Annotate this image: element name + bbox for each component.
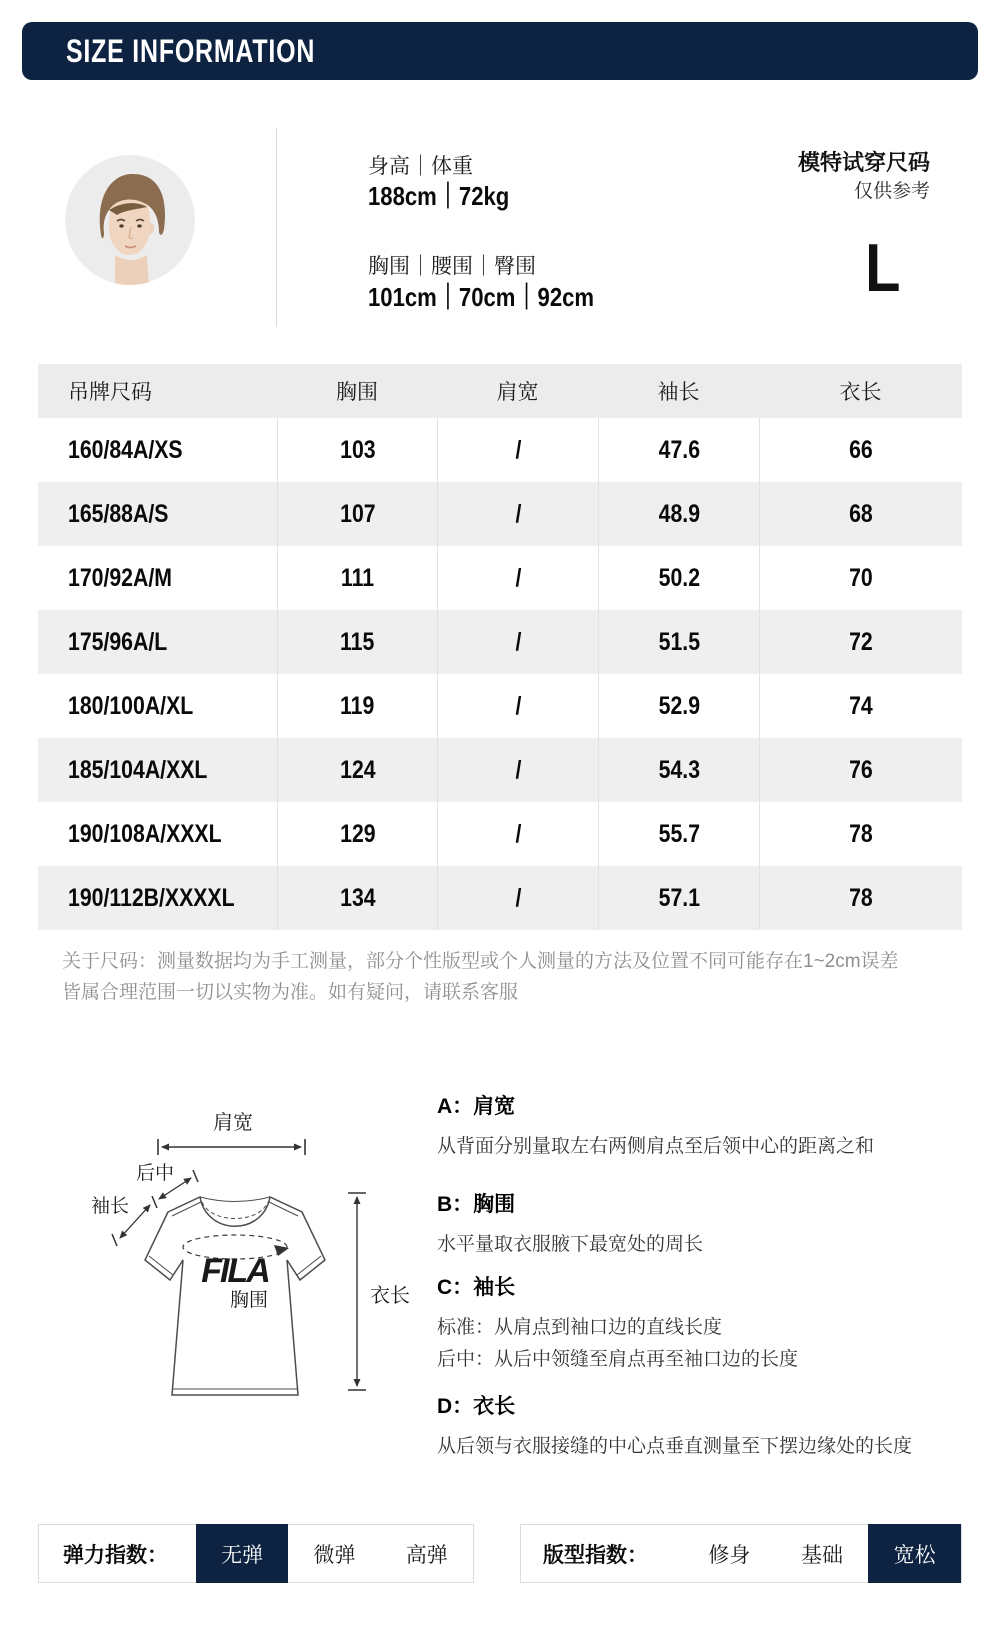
cell-chest: 115 xyxy=(340,627,375,656)
cell-sleeve: 50.2 xyxy=(658,563,700,592)
section-header-bar xyxy=(22,22,978,80)
cell-chest: 119 xyxy=(340,691,375,720)
table-header-row xyxy=(38,364,962,418)
guide-title: B：胸围 xyxy=(437,1193,516,1216)
diagram-shoulder-label: 肩宽 xyxy=(213,1112,253,1134)
page-title: SIZE INFORMATION xyxy=(66,32,316,69)
height-weight-value: 188cm｜72kg xyxy=(368,181,510,211)
cell-sleeve: 51.5 xyxy=(658,627,700,656)
sleeve-measure-tick xyxy=(152,1196,157,1208)
guide-line: 后中：从后中领缝至肩点再至袖口边的长度 xyxy=(437,1349,799,1370)
cell-size: 190/112B/XXXXL xyxy=(68,883,235,912)
size-note-line1: 关于尺码：测量数据均为手工测量，部分个性版型或个人测量的方法及位置不同可能存在1~2cm误差 xyxy=(62,951,899,972)
table-row xyxy=(38,674,962,738)
model-avatar xyxy=(65,155,195,285)
table-row xyxy=(38,482,962,546)
cell-chest: 107 xyxy=(339,499,376,528)
cell-size: 165/88A/S xyxy=(68,499,169,528)
col-header-size: 吊牌尺码 xyxy=(68,381,152,404)
cell-size: 160/84A/XS xyxy=(68,435,183,464)
cell-chest: 129 xyxy=(339,819,376,848)
col-header-shoulder: 肩宽 xyxy=(496,381,539,404)
measurements-value: 101cm｜70cm｜92cm xyxy=(368,282,595,312)
guide-title: C：袖长 xyxy=(437,1276,516,1299)
sleeve-measure-tick xyxy=(193,1170,198,1182)
cell-length: 72 xyxy=(849,627,873,656)
model-fit-note: 仅供参考 xyxy=(853,181,930,202)
cell-shoulder: / xyxy=(515,627,521,656)
elasticity-index-label: 弹力指数： xyxy=(63,1543,168,1567)
size-note xyxy=(62,946,946,1008)
cell-length: 78 xyxy=(849,819,873,848)
fit-type-index-label: 版型指数： xyxy=(543,1543,648,1567)
elasticity-index-box xyxy=(38,1524,474,1583)
cell-size: 180/100A/XL xyxy=(68,691,194,720)
brand-logo: FILA xyxy=(201,1252,269,1290)
cell-sleeve: 47.6 xyxy=(658,435,700,464)
tshirt-measurement-diagram xyxy=(60,1050,460,1410)
fit-option-slim: 修身 xyxy=(708,1543,751,1567)
elasticity-option-slight: 微弹 xyxy=(313,1543,356,1567)
cell-length: 70 xyxy=(849,563,873,592)
col-header-chest: 胸围 xyxy=(336,381,378,404)
table-row xyxy=(38,866,962,930)
cell-size: 190/108A/XXXL xyxy=(68,819,222,848)
cell-sleeve: 48.9 xyxy=(658,499,700,528)
guide-item-length xyxy=(437,1390,967,1463)
guide-line: 从后领与衣服接缝的中心点垂直测量至下摆边缘处的长度 xyxy=(437,1436,913,1457)
measurements-label: 胸围｜腰围｜臀围 xyxy=(368,255,536,278)
cell-length: 74 xyxy=(849,691,873,720)
cell-size: 170/92A/M xyxy=(68,563,172,592)
guide-title: A：肩宽 xyxy=(437,1095,516,1118)
cell-shoulder: / xyxy=(515,819,521,848)
cell-shoulder: / xyxy=(515,563,521,592)
diagram-back-center-label: 后中 xyxy=(135,1163,175,1184)
cell-sleeve: 52.9 xyxy=(658,691,700,720)
vertical-divider xyxy=(276,128,277,327)
cell-chest: 111 xyxy=(340,563,375,592)
guide-line: 从背面分别量取左右两侧肩点至后领中心的距离之和 xyxy=(437,1136,875,1157)
cell-length: 68 xyxy=(849,499,873,528)
diagram-sleeve-label: 袖长 xyxy=(90,1196,130,1217)
diagram-length-label: 衣长 xyxy=(370,1285,410,1307)
size-table xyxy=(38,364,962,930)
height-weight-label: 身高｜体重 xyxy=(368,155,473,178)
cell-sleeve: 54.3 xyxy=(658,755,700,784)
table-row xyxy=(38,418,962,482)
table-row xyxy=(38,802,962,866)
diagram-chest-label: 胸围 xyxy=(229,1290,269,1311)
cell-length: 78 xyxy=(849,883,873,912)
guide-item-sleeve xyxy=(437,1271,967,1376)
elasticity-option-none: 无弹 xyxy=(196,1524,288,1583)
table-row xyxy=(38,610,962,674)
guide-item-chest xyxy=(437,1188,967,1261)
cell-chest: 134 xyxy=(339,883,376,912)
cell-length: 66 xyxy=(849,435,873,464)
cell-size: 185/104A/XXL xyxy=(68,755,208,784)
cell-chest: 103 xyxy=(339,435,376,464)
fit-option-loose: 宽松 xyxy=(868,1524,961,1583)
cell-shoulder: / xyxy=(515,755,521,784)
guide-line: 水平量取衣服腋下最宽处的周长 xyxy=(437,1234,704,1255)
cell-size: 175/96A/L xyxy=(68,627,168,656)
table-row xyxy=(38,546,962,610)
cell-shoulder: / xyxy=(515,883,521,912)
cell-length: 76 xyxy=(849,755,873,784)
elasticity-option-high: 高弹 xyxy=(405,1543,448,1567)
model-fit-size: L xyxy=(865,230,901,306)
col-header-length: 衣长 xyxy=(839,381,882,404)
sleeve-measure-tick xyxy=(112,1234,117,1246)
cell-shoulder: / xyxy=(515,435,521,464)
fit-option-regular: 基础 xyxy=(801,1543,843,1567)
guide-title: D：衣长 xyxy=(437,1395,516,1418)
guide-item-shoulder xyxy=(437,1090,967,1163)
col-header-sleeve: 袖长 xyxy=(657,381,700,404)
table-row xyxy=(38,738,962,802)
guide-line: 标准：从肩点到袖口边的直线长度 xyxy=(437,1317,723,1338)
cell-sleeve: 55.7 xyxy=(658,819,700,848)
cell-shoulder: / xyxy=(515,691,521,720)
cell-chest: 124 xyxy=(339,755,376,784)
cell-sleeve: 57.1 xyxy=(658,883,700,912)
size-note-line2: 皆属合理范围一切以实物为准。如有疑问，请联系客服 xyxy=(62,982,519,1003)
model-fit-title: 模特试穿尺码 xyxy=(797,150,930,175)
fit-type-index-box xyxy=(520,1524,962,1583)
cell-shoulder: / xyxy=(515,499,521,528)
